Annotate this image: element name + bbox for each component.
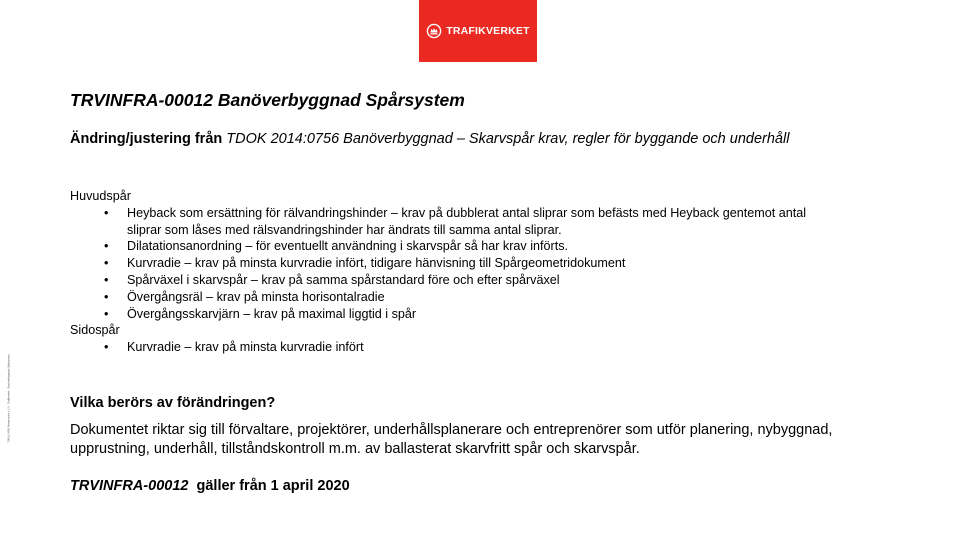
affected-body: Dokumentet riktar sig till förvaltare, projektörer, underhållsplanerare och entreprenörer som utför planering, nybyggnad, upprustning, underhåll, tillståndskontroll m.m. av ballasterat skarvfritt spår och skarvspår. <box>70 422 833 457</box>
change-document: TDOK 2014:0756 Banöverbyggnad – Skarvspår krav, regler för byggande och underhåll <box>222 131 790 147</box>
list-item-text: Övergångsräl – krav på minsta horisontalradie <box>127 289 385 304</box>
logo-text: TRAFIKVERKET <box>446 25 530 37</box>
list-item <box>104 255 830 272</box>
list-item-text: Övergångsskarvjärn – krav på maximal liggtid i spår <box>127 306 417 321</box>
list-item-text: Spårväxel i skarvspår – krav på samma spårstandard före och efter spårväxel <box>127 272 560 287</box>
group-heading-huvudspar: Huvudspår <box>70 189 131 203</box>
list-item <box>104 238 830 255</box>
list-item-text: Dilatationsanordning – för eventuellt användning i skarvspår så har krav införts. <box>127 239 569 254</box>
list-item-text: Heyback som ersättning för rälvandringshinder – krav på dubblerat antal sliprar som befästs med Heyback gentemot antal sliprar som låses med rälsvandringshinder har ändrats till samma antal sliprar. <box>127 205 807 237</box>
list-item <box>104 272 830 289</box>
list-item <box>104 289 830 306</box>
change-details <box>70 188 830 356</box>
bullet: • <box>104 306 109 321</box>
change-lead: Ändring/justering från <box>70 131 223 147</box>
change-source <box>70 130 830 149</box>
affected-heading: Vilka berörs av förändringen? <box>70 395 276 411</box>
bullet: • <box>104 289 109 304</box>
trafikverket-logo <box>419 0 537 62</box>
list-item-text: Kurvradie – krav på minsta kurvradie infört, tidigare hänvisning till Spårgeometridokument <box>127 256 626 271</box>
bullet: • <box>104 239 109 254</box>
group-heading-sidospar: Sidospår <box>70 323 120 338</box>
crown-icon <box>426 23 442 39</box>
huvudspar-list <box>70 205 830 323</box>
validity-date: gäller från 1 april 2020 <box>188 478 350 494</box>
bullet: • <box>104 256 109 271</box>
bullet: • <box>104 340 109 355</box>
sidospar-list <box>70 339 830 356</box>
page-title: TRVINFRA-00012 Banöverbyggnad Spårsystem <box>70 90 465 110</box>
template-sidetext <box>6 280 12 516</box>
bullet: • <box>104 272 109 287</box>
list-item <box>104 339 830 356</box>
list-item <box>104 306 830 323</box>
list-item-text: Kurvradie – krav på minsta kurvradie infört <box>127 340 364 355</box>
sidetext-label: TMALL 0095 Presentation v 1.0 · Trafikverket · Banöverbyggnad Spårsystem <box>7 353 11 443</box>
bullet: • <box>104 205 109 220</box>
validity-line <box>70 478 350 494</box>
validity-document: TRVINFRA-00012 <box>70 478 189 494</box>
list-item <box>104 205 830 239</box>
